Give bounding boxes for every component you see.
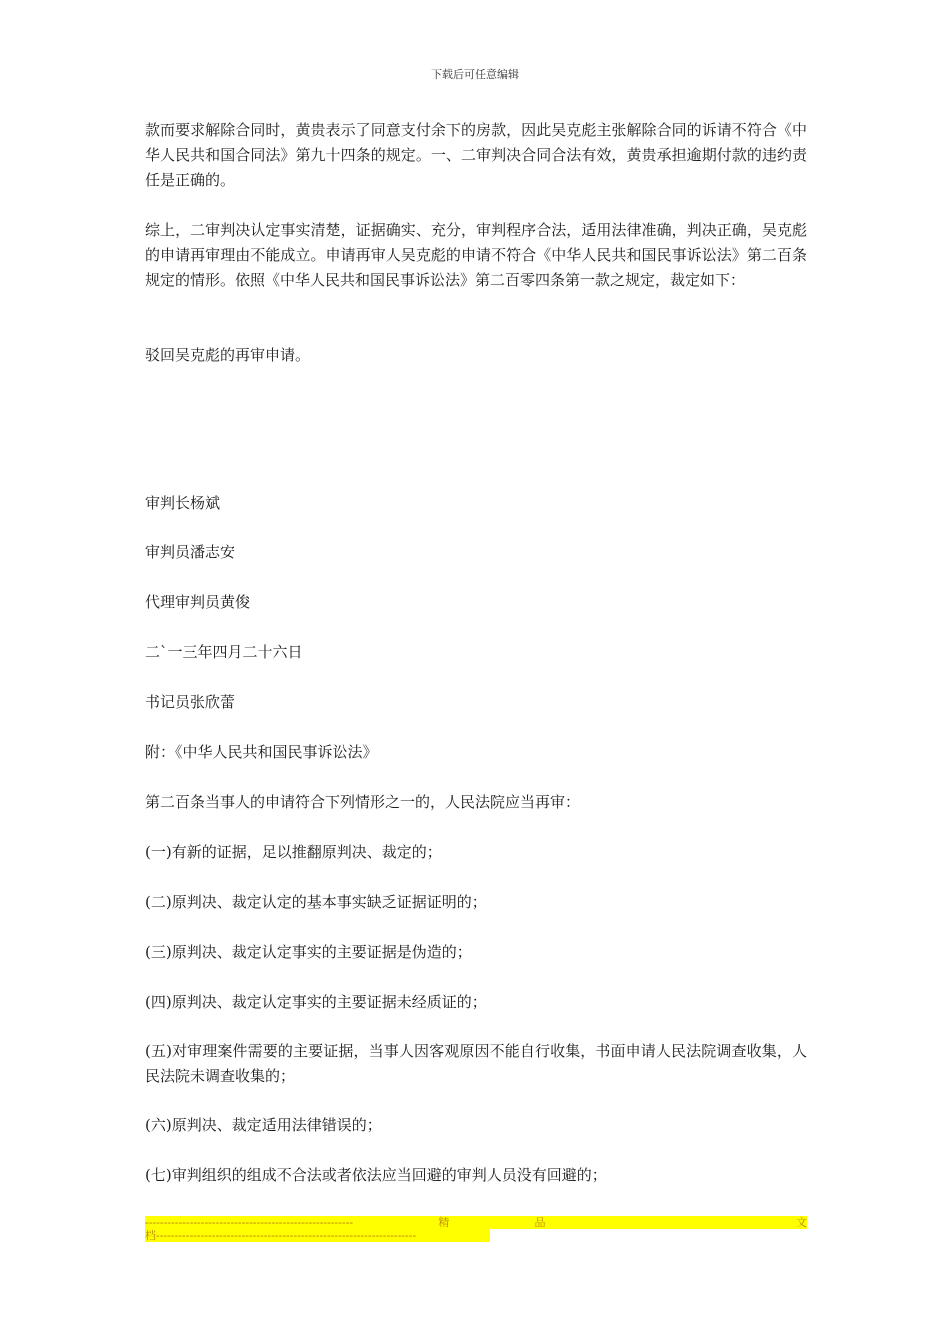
footer-char: 文 — [795, 1216, 807, 1229]
paragraph: 驳回吴克彪的再审申请。 — [145, 346, 311, 364]
signature-line: 书记员张欣蕾 — [145, 693, 236, 711]
signature-line: 代理审判员黄俊 — [145, 593, 251, 611]
footer-banner-line — [145, 1216, 807, 1229]
footer-char: 品 — [534, 1216, 546, 1229]
appendix-title: 附：《中华人民共和国民事诉讼法》 — [145, 743, 378, 761]
footer-char: 精 — [438, 1216, 450, 1229]
footer-dashes: -------------------------------------------------------- — [145, 1216, 354, 1229]
signature-line: 审判长杨斌 — [145, 494, 221, 512]
appendix-item: (二)原判决、裁定认定的基本事实缺乏证据证明的； — [145, 893, 487, 911]
appendix-item: (一)有新的证据，足以推翻原判决、裁定的； — [145, 843, 442, 861]
appendix-item: (五)对审理案件需要的主要证据，当事人因客观原因不能自行收集，书面申请人民法院调查收集，人民法院未调查收集的； — [145, 1042, 807, 1085]
page-header: 下载后可任意编辑 — [431, 68, 519, 81]
appendix-item: (六)原判决、裁定适用法律错误的； — [145, 1116, 382, 1134]
appendix-paragraph: 第二百条当事人的申请符合下列情形之一的，人民法院应当再审： — [145, 793, 581, 811]
appendix-item: (三)原判决、裁定认定事实的主要证据是伪造的； — [145, 943, 472, 961]
appendix-item: (四)原判决、裁定认定事实的主要证据未经质证的； — [145, 993, 487, 1011]
paragraph: 综上，二审判决认定事实清楚，证据确实、充分，审判程序合法，适用法律准确，判决正确，吴克彪的申请再审理由不能成立。申请再审人吴克彪的申请不符合《中华人民共和国民事诉讼法》第二百条规定的情形。依照《中华人民共和国民事诉讼法》第二百零四条第一款之规定，裁定如下： — [145, 221, 807, 289]
signature-line: 审判员潘志安 — [145, 543, 236, 561]
date-line: 二`一三年四月二十六日 — [145, 643, 303, 661]
paragraph: 款而要求解除合同时，黄贵表示了同意支付余下的房款，因此吴克彪主张解除合同的诉请不符合《中华人民共和国合同法》第九十四条的规定。一、二审判决合同合法有效，黄贵承担逾期付款的违约责任是正确的。 — [145, 121, 807, 189]
appendix-item: (七)审判组织的组成不合法或者依法应当回避的审判人员没有回避的； — [145, 1166, 607, 1184]
footer-banner — [145, 1216, 807, 1245]
footer-banner-line: 档---------------------------------------------------------------------- — [145, 1229, 490, 1242]
